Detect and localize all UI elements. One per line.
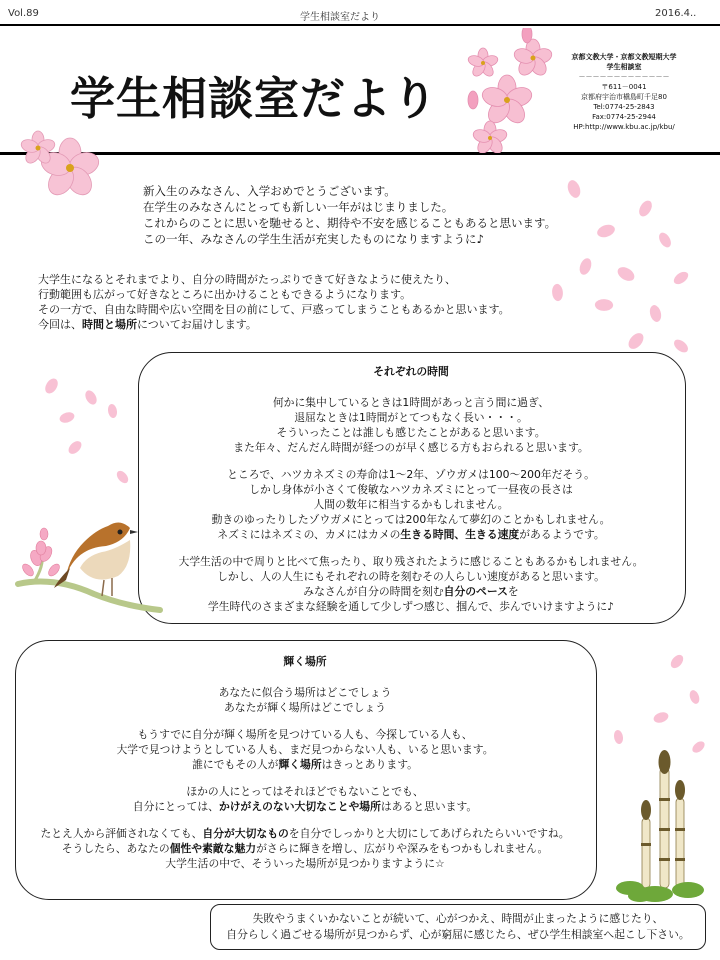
text-line: たとえ人から評価されなくても、自分が大切なものを自分でしっかりと大切にしてあげられたらいいですね。 bbox=[40, 827, 570, 840]
topic-line: 行動範囲も広がって好きなところに出かけることもできるようになります。 bbox=[38, 288, 412, 301]
org-address: 京都府宇治市槇島町千足80 bbox=[581, 93, 667, 101]
org-homepage: HP:http://www.kbu.ac.jp/kbu/ bbox=[573, 123, 675, 131]
cherry-blossom-left-icon bbox=[18, 126, 108, 206]
text-line: みなさんが自分の時間を刻む自分のペースを bbox=[303, 585, 519, 598]
intro-line: これからのことに思いを馳せると、期待や不安を感じることもあると思います。 bbox=[143, 216, 557, 230]
cherry-blossom-illustration bbox=[455, 28, 560, 153]
bird-on-branch-icon bbox=[14, 506, 164, 616]
text-line: あなたに似合う場所はどこでしょう bbox=[218, 686, 392, 699]
section-heading: 輝く場所 bbox=[283, 655, 327, 668]
section-heading: それぞれの時間 bbox=[373, 365, 449, 378]
footer-line: 失敗やうまくいかないことが続いて、心がつかえ、時間が止まったように感じたり、 bbox=[252, 912, 664, 925]
text-line: あなたが輝く場所はどこでしょう bbox=[224, 701, 386, 714]
text-line: そうしたら、あなたの個性や素敵な魅力がさらに輝きを増し、広がりや深みをもつかもしれません。 bbox=[61, 842, 549, 855]
section-time-text bbox=[138, 364, 684, 614]
org-dept: 学生相談室 bbox=[606, 63, 642, 71]
intro-line: 新入生のみなさん、入学おめでとうございます。 bbox=[143, 184, 396, 198]
newsletter-title: 学生相談室だより bbox=[70, 72, 439, 125]
text-line: 大学で見つけようとしている人も、まだ見つからない人も、いると思います。 bbox=[116, 743, 494, 756]
text-line: しかし身体が小さくて俊敏なハツカネズミにとって一昼夜の長さは bbox=[249, 483, 573, 496]
footer-message bbox=[210, 904, 706, 950]
topic-line: その一方で、自由な時間や広い空間を目の前にして、戸惑ってしまうこともあるかと思います。 bbox=[38, 303, 510, 316]
topic-line: 今回は、時間と場所についてお届けします。 bbox=[38, 318, 257, 331]
org-fax: Fax:0774-25-2944 bbox=[592, 113, 656, 121]
text-line: そういったことは誰しも感じたことがあると思います。 bbox=[276, 426, 546, 439]
text-line: 自分にとっては、かけがえのない大切なことや場所はあると思います。 bbox=[132, 800, 478, 813]
org-tel: Tel:0774-25-2843 bbox=[593, 103, 655, 111]
issue-date: 2016.4.. bbox=[655, 8, 697, 19]
text-line: 大学生活の中で、そういった場所が見つかりますように☆ bbox=[165, 857, 445, 870]
text-line: 動きのゆったりしたゾウガメにとっては200年なんて夢幻のことかもしれません。 bbox=[211, 513, 611, 526]
text-line: もうすでに自分が輝く場所を見つけている人も、今探している人も、 bbox=[137, 728, 473, 741]
text-line: 退屈なときは1時間がとてつもなく長い・・・。 bbox=[294, 411, 528, 424]
title-rule bbox=[0, 152, 720, 155]
text-line: 学生時代のさまざまな経験を通して少しずつ感じ、掴んで、歩んでいけますように♪ bbox=[207, 600, 615, 613]
intro-line: 在学生のみなさんにとっても新しい一年がはじまりました。 bbox=[143, 200, 454, 214]
top-rule bbox=[0, 24, 720, 26]
text-line: 誰にでもその人が輝く場所はきっとあります。 bbox=[192, 758, 418, 771]
text-line: 大学生活の中で周りと比べて焦ったり、取り残されたように感じることもあるかもしれません。 bbox=[178, 555, 644, 568]
text-line: ほかの人にとってはそれほどでもないことでも、 bbox=[186, 785, 424, 798]
header-title: 学生相談室だより bbox=[300, 12, 380, 23]
topic-line: 大学生になるとそれまでより、自分の時間がたっぷりできて好きなように使えたり、 bbox=[38, 273, 456, 286]
text-line: ネズミにはネズミの、カメにはカメの生きる時間、生きる速度があるようです。 bbox=[217, 528, 605, 541]
text-line: 何かに集中しているときは1時間があっと言う間に過ぎ、 bbox=[272, 396, 550, 409]
intro-greeting bbox=[143, 183, 556, 247]
footer-line: 自分らしく過ごせる場所が見つからず、心が窮屈に感じたら、ぜひ学生相談室へ起こし下さい。 bbox=[226, 928, 690, 941]
volume-number: Vol.89 bbox=[8, 8, 39, 19]
org-divider: －－－－－－－－－－－－－ bbox=[578, 73, 670, 81]
intro-topic bbox=[38, 272, 510, 332]
section-place-text bbox=[15, 654, 595, 871]
org-name: 京都文教大学・京都文教短期大学 bbox=[571, 53, 677, 61]
text-line: また年々、だんだん時間が経つのが早く感じる方もおられると思います。 bbox=[233, 441, 589, 454]
org-postal: 〒611－0041 bbox=[601, 83, 647, 91]
text-line: しかし、人の人生にもそれぞれの時を刻むその人らしい速度があると思います。 bbox=[217, 570, 605, 583]
organization-info bbox=[560, 52, 688, 132]
text-line: ところで、ハツカネズミの寿命は1～2年、ゾウガメは100～200年だそう。 bbox=[227, 468, 595, 481]
horsetail-plants-icon bbox=[610, 748, 710, 904]
text-line: 人間の数年に相当するかもしれません。 bbox=[313, 498, 509, 511]
intro-line: この一年、みなさんの学生生活が充実したものになりますように♪ bbox=[143, 232, 484, 246]
